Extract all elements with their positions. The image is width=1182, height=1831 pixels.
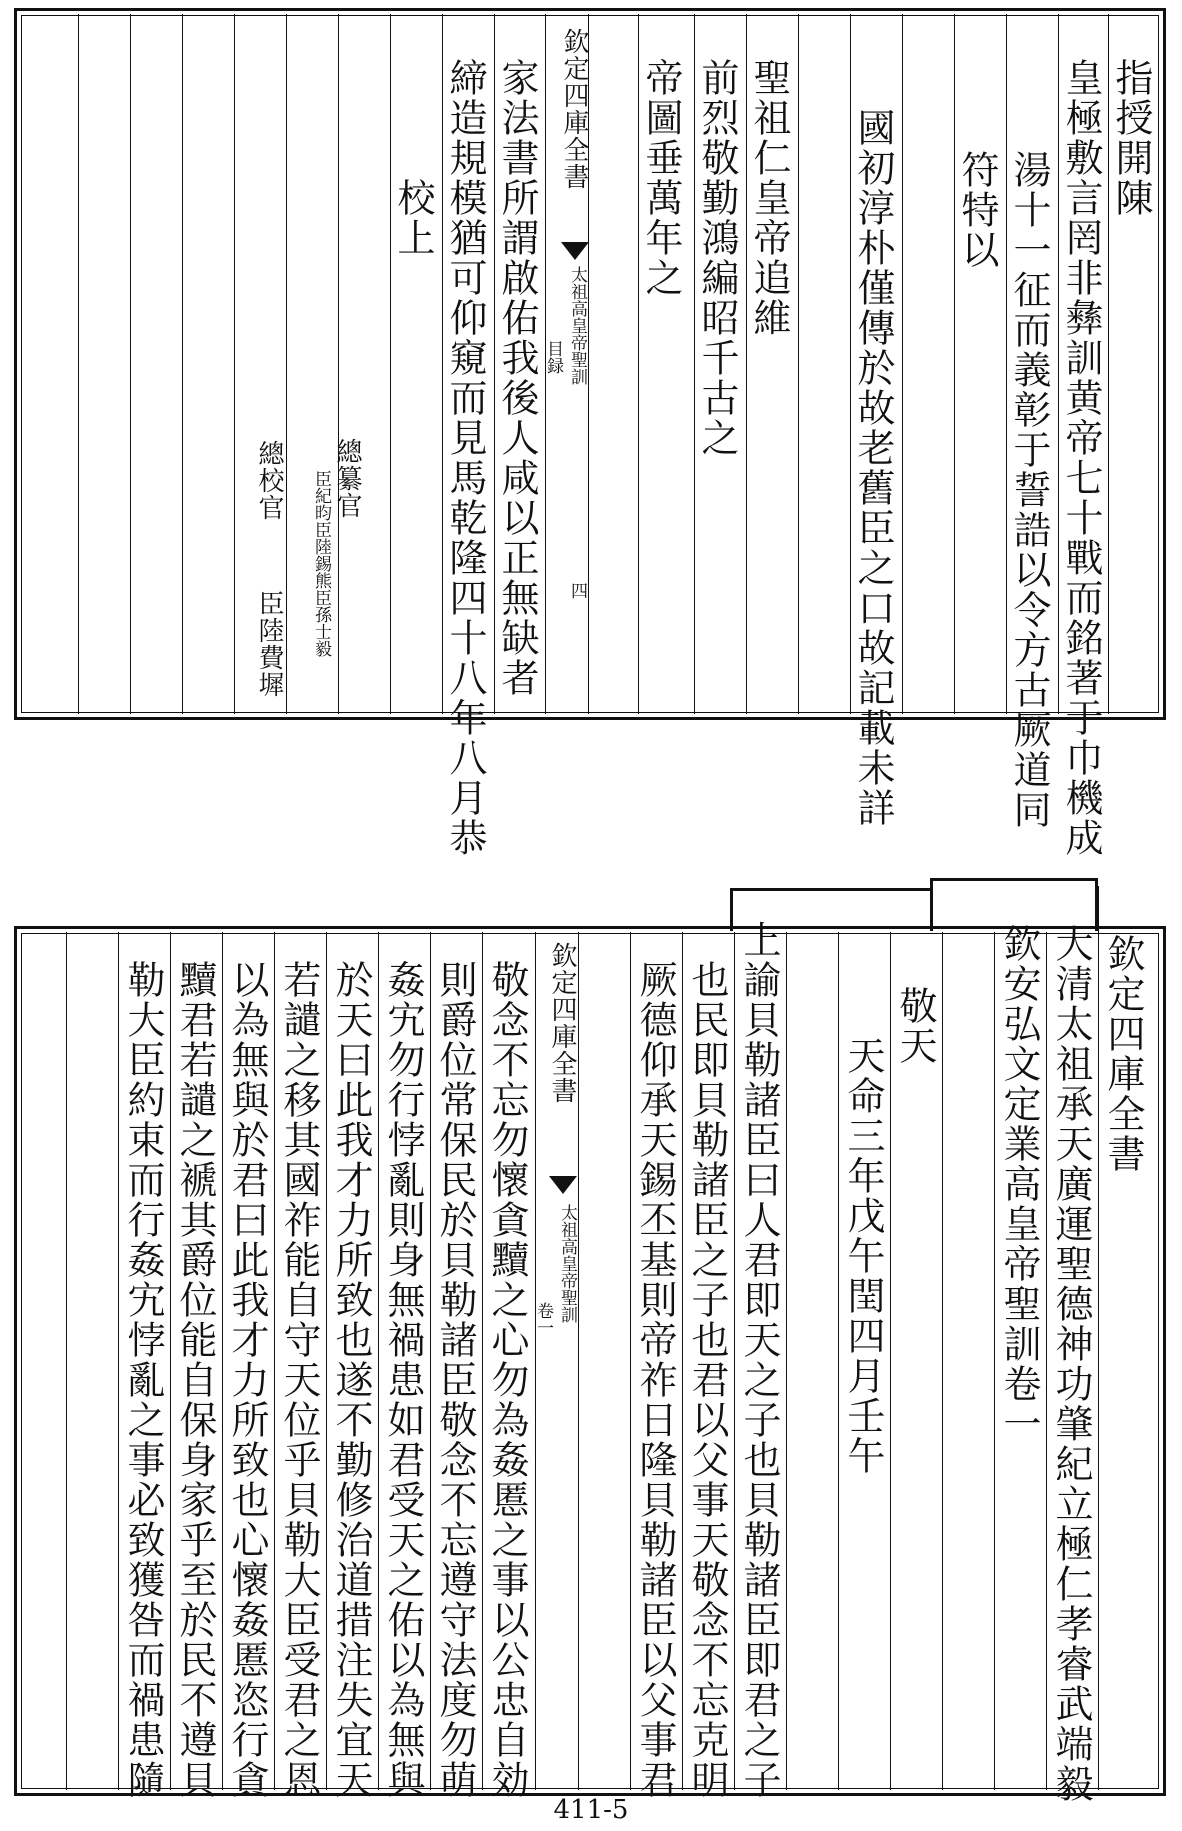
bottom-column-7: 也民即貝勒諸臣之子也君以父事天敬念不忘克明 (685, 960, 729, 1800)
top-column-1: 指授開陳 (1109, 58, 1153, 218)
top-column-2: 皇極敷言罔非彝訓黄帝七十戰而銘著于巾機成 (1059, 58, 1103, 858)
bottom-column-13: 若譴之移其國祚能自守天位乎貝勒大臣受君之恩 (277, 960, 321, 1800)
bottom-column-16: 勒大臣約束而行姦宄悖亂之事必致獲咎而禍患隨 (121, 960, 165, 1800)
bottom-center-title: 欽定四庫全書 (547, 942, 577, 1104)
bottom-column-3: 欽安弘文定業高皇帝聖訓卷一 (997, 924, 1041, 1444)
top-column-3: 湯十一征而義彰于誓誥以令方古厥道同 (1007, 150, 1051, 830)
bottom-column-14: 以為無與於君曰此我才力所致也心懷姦慝恣行貪 (225, 960, 269, 1800)
bottom-column-9: 敬念不忘勿懷貪黷之心勿為姦慝之事以公忠自効 (485, 960, 529, 1800)
top-column-4: 符特以 (955, 150, 999, 270)
bottom-column-1: 欽定四庫全書 (1101, 934, 1145, 1174)
top-fishtail-mark (561, 242, 589, 260)
credit-title-2: 總校官 (254, 440, 284, 521)
bottom-column-15: 黷君若譴之褫其爵位能自保身家乎至於民不遵貝 (173, 960, 217, 1800)
top-column-6: 聖祖仁皇帝追維 (747, 58, 791, 338)
page-number: 411-5 (553, 1795, 629, 1825)
top-column-10: 締造規模猶可仰窺而見馬乾隆四十八年八月恭 (443, 58, 487, 858)
top-center-title: 欽定四庫全書 (559, 28, 589, 190)
credit-title-1: 總纂官 (332, 438, 362, 519)
credit-names-1: 臣紀昀臣陸錫熊臣孫士毅 (311, 470, 331, 657)
top-center-strip (543, 14, 595, 714)
top-column-5: 國初淳朴僅傳於故老舊臣之口故記載未詳 (851, 108, 895, 828)
bottom-center-subtitle: 太祖高皇帝聖訓 (557, 1204, 577, 1323)
top-center-subtitle: 太祖高皇帝聖訓 (567, 266, 587, 385)
bottom-column-6: 上諭貝勒諸臣曰人君即天之子也貝勒諸臣即君之子 (737, 920, 781, 1800)
top-column-8: 帝圖垂萬年之 (639, 58, 683, 298)
bottom-column-12: 於天曰此我才力所致也遂不勤修治道措注失宜天 (329, 960, 373, 1800)
bottom-center-section: 卷一 (533, 1302, 553, 1336)
credit-names-2: 臣陸費墀 (254, 590, 284, 698)
bottom-column-11: 姦宄勿行悖亂則身無禍患如君受天之佑以為無與 (381, 960, 425, 1800)
bottom-fishtail-mark (549, 1176, 577, 1194)
top-column-11: 校上 (391, 178, 435, 258)
bottom-column-10: 則爵位常保民於貝勒諸臣敬念不忘遵守法度勿萌 (433, 960, 477, 1800)
top-center-section: 目録 (543, 340, 563, 374)
top-column-7: 前烈敬勤鴻編昭千古之 (695, 58, 739, 458)
bottom-center-strip (533, 932, 583, 1790)
bottom-column-8: 厥德仰承天錫丕基則帝祚日隆貝勒諸臣以父事君 (633, 960, 677, 1800)
bottom-column-4: 敬天 (893, 986, 937, 1066)
top-column-9: 家法書所謂啟佑我後人咸以正無缺者 (495, 58, 539, 698)
top-center-page: 四 (567, 582, 587, 599)
bottom-column-5: 天命三年戊午閏四月壬午 (841, 1036, 885, 1476)
bottom-column-2: 大清太祖承天廣運聖德神功肇紀立極仁孝睿武端毅 (1049, 924, 1093, 1804)
